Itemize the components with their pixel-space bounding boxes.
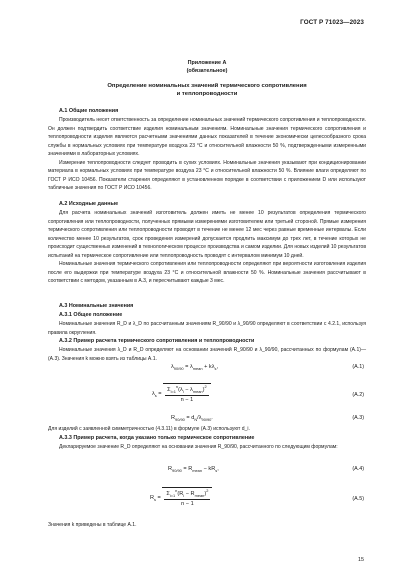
formula-a3: $R_{90/90} = d_N/\lambda_{90/90}$. xyxy=(171,415,213,423)
formula-a4: $R_{90/90} = R_{mean} - kR_s$, xyxy=(168,466,219,474)
table-reference: Значения k приведены в таблице А.1. xyxy=(48,522,137,528)
section-a2-title: А.2 Исходные данные xyxy=(59,201,119,207)
section-a32-text: Номинальные значения λ_D и R_D определяют на основании значений R_90/90 и λ_90/90, рассчитанных по формулам (А.1)—(А.3). Значения k можно взять из таблицы А.1. xyxy=(48,347,366,362)
section-a32-body xyxy=(48,346,366,363)
formula-a2: $\lambda_s$ = $\frac{\Sigma_{i=1}^n(\lambda_i - \lambda_{mean})^2}{n - 1}$ xyxy=(152,383,211,403)
section-a33-title: А.3.3 Пример расчета, когда указано только термическое сопротивление xyxy=(59,435,255,441)
formula-a2-number: (А.2) xyxy=(352,392,364,398)
section-a1-body xyxy=(48,116,366,193)
section-a1-paragraph-1: Производитель несет ответственность за определение номинальных значений термического сопротивления и теплопроводности. Он должен подтвердить соответствие изделия номинальным значениям. Номинальные значения термического сопротивления и теплопроводности изделия являются расчетными значениями данных показателей в течение экономически целесообразного срока службы в нормальных условиях при температуре воздуха 23 °С и относительной влажности 50 %, подтвержденными измеренными значениями в лабораторных условиях. xyxy=(48,117,366,158)
appendix-heading-line2: и теплопроводности xyxy=(176,91,238,97)
section-a2-paragraph-1: Для расчета номинальных значений изготовитель должен иметь не менее 10 результатов определения термического сопротивления или теплопроводности, полученных прямыми измерениями изготовителем или третьей стороной. Прямые измерения термического сопротивления или теплопроводности проводят в течение не менее 12 мес через равные временные интервалы. Если количество менее 10 результатов, срок проведения измерений допускается продлить максимум до трех лет, в течение которых не происходит существенных изменений в технологическом процессе производства и самом изделии. Для новых изделий 10 результатов испытаний на термическое сопротивление или теплопроводность проводят с интервалом минимум 10 дней. xyxy=(48,210,366,259)
formula-a1: $\lambda_{90/90} = \lambda_{mean} + k\lambda_s$, xyxy=(171,364,219,372)
section-a2-body xyxy=(48,209,366,286)
section-a3-title: А.3 Номинальные значения xyxy=(59,303,134,309)
section-a31-title: А.3.1 Общее положение xyxy=(59,312,123,318)
page-number: 15 xyxy=(358,557,364,563)
section-a31-text: Номинальные значения R_D и λ_D по рассчитанным значениям R_90/90 и λ_90/90 определяют в соответствии с 4.2.1, используя правила округления. xyxy=(48,321,366,336)
formula-a3-number: (А.3) xyxy=(352,415,364,421)
section-a32-title: А.3.2 Пример расчета термического сопротивления и теплопроводности xyxy=(59,338,255,344)
standard-number: ГОСТ Р 71023—2023 xyxy=(300,19,364,26)
formula-a1-number: (А.1) xyxy=(352,364,364,370)
appendix-heading-line1: Определение номинальных значений термического сопротивления xyxy=(107,83,307,89)
section-a1-title: А.1 Общие положения xyxy=(59,108,119,114)
section-a33-text: Декларируемое значение R_D определяют на основании значения R_90/90, рассчитанного по следующим формулам: xyxy=(59,444,338,450)
formula-a5: $R_s$ = $\frac{\Sigma_{i=1}^n(R_i - R_{mean})^2}{n - 1}$ xyxy=(150,487,212,507)
note-after-a3: Для изделий с заявленной симметричностью (4.3.11) в формуле (А.3) используют d_i. xyxy=(48,426,250,432)
section-a33-body xyxy=(48,443,366,452)
formula-a5-number: (А.5) xyxy=(352,496,364,502)
appendix-type: (обязательное) xyxy=(186,68,228,74)
appendix-title: Приложение А xyxy=(187,60,227,66)
section-a31-body xyxy=(48,320,366,337)
section-a2-paragraph-2: Номинальные значения термического сопротивления или теплопроводности определяют при вероятности изготовления изделия после его выдержки при температуре воздуха 23 °С и относительной влажности 50 %. Номинальные значения рассчитывают в соответствии с методом, указанным в А.3, и пересчитывают каждые 3 мес. xyxy=(48,261,366,285)
formula-a4-number: (А.4) xyxy=(352,466,364,472)
section-a1-paragraph-2: Измерение теплопроводности следует проводить в сухих условиях. Номинальные значения указывают при кондиционировании материала в нормальных условиях при температуре воздуха 23 °С и относительной влажности 50 %. Влияние влаги определяют по ГОСТ Р ИСО 10456. Показатели старения определяют в установленном порядке в соответствии с приложением D или используют табличные значения по ГОСТ Р ИСО 10456. xyxy=(48,159,366,192)
